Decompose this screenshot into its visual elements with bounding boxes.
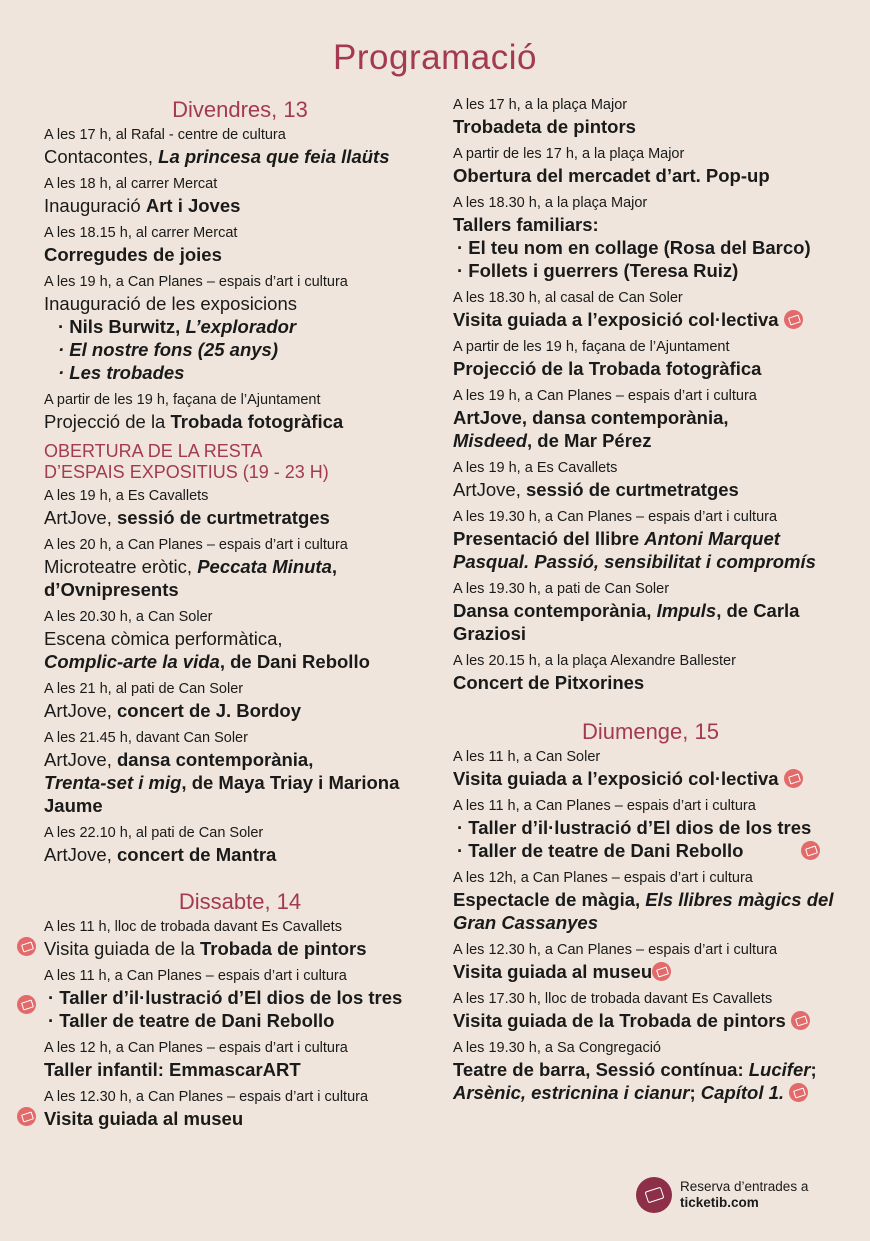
event [453,941,848,983]
event [453,338,848,380]
event-time-place: A les 17.30 h, lloc de trobada davant Es Cavallets [453,991,773,1007]
event [453,869,848,934]
event-time-place: A les 18.15 h, al carrer Mercat [44,225,238,241]
event [453,387,848,452]
event-title: Obertura del mercadet d’art. Pop-up [453,165,770,186]
event-time-place: A les 12 h, a Can Planes – espais d’art i cultura [44,1040,348,1056]
event-title: Taller infantil: EmmascarART [44,1059,301,1080]
event-title: Contacontes, La princesa que feia llaüts [44,146,390,167]
event-subitem: · El teu nom en collage (Rosa del Barco) [457,237,811,258]
event [453,145,848,187]
event-title: ArtJove, sessió de curtmetratges [453,479,739,500]
event-time-place: A les 20.15 h, a la plaça Alexandre Ballester [453,653,736,669]
event [44,680,436,722]
event-subitem: · Nils Burwitz, L’explorador [58,316,297,337]
event-title: ArtJove, sessió de curtmetratges [44,507,330,528]
event-title: ArtJove, concert de J. Bordoy [44,700,302,721]
event-title: Teatre de barra, Sessió contínua: Lucifer; Arsènic, estricnina i cianur; Capítol 1. [453,1059,817,1103]
event-time-place: A les 19.30 h, a Can Planes – espais d’art i cultura [453,509,778,525]
event [453,652,848,694]
event [453,459,848,501]
event [44,1039,436,1081]
event-title: ArtJove, dansa contemporània, Misdeed, de Mar Pérez [453,407,729,451]
event-title: Visita guiada de la Trobada de pintors [453,1009,848,1032]
event-title: Tallers familiars: [453,214,599,235]
event-time-place: A les 19 h, a Es Cavallets [44,488,209,504]
event-title: Corregudes de joies [44,244,222,265]
event-subitem: · Taller de teatre de Dani Rebollo [48,1010,335,1031]
event-time-place: A les 19.30 h, a pati de Can Soler [453,581,670,597]
section-heading: OBERTURA DE LA RESTA D’ESPAIS EXPOSITIUS (19 - 23 H) [44,441,329,482]
event-time-place: A les 12.30 h, a Can Planes – espais d’art i cultura [453,942,778,958]
event-time-place: A partir de les 19 h, façana de l’Ajuntament [453,339,730,355]
ticket-icon[interactable] [652,962,671,981]
day-heading-sunday: Diumenge, 15 [582,719,719,744]
ticket-booking-footer[interactable] [636,1177,808,1213]
event-title: Presentació del llibre Antoni Marquet Pasqual. Passió, sensibilitat i compromís [453,528,816,572]
booking-label: Reserva d’entrades a [680,1179,809,1194]
event-time-place: A les 19 h, a Es Cavallets [453,460,618,476]
event-time-place: A les 11 h, lloc de trobada davant Es Cavallets [44,919,342,935]
event-title: ArtJove, dansa contemporània, Trenta-set i mig, de Maya Triay i Mariona Jaume [44,749,400,816]
event-time-place: A les 11 h, a Can Planes – espais d’art i cultura [44,968,347,984]
event-subitem: · El nostre fons (25 anys) [58,339,278,360]
ticket-icon[interactable] [791,1011,810,1030]
event [44,536,436,601]
event [453,797,848,862]
event-time-place: A les 20.30 h, a Can Soler [44,609,213,625]
event-time-place: A les 18.30 h, al casal de Can Soler [453,290,683,306]
event-title: Trobadeta de pintors [453,116,636,137]
ticket-icon[interactable] [17,937,36,956]
event-title: Inauguració de les exposicions [44,293,297,314]
event [453,289,848,331]
event-time-place: A les 18.30 h, a la plaça Major [453,195,648,211]
event [44,967,436,1032]
event-title: Visita guiada al museu [453,960,848,983]
event [44,1088,436,1130]
event-time-place: A les 22.10 h, al pati de Can Soler [44,825,264,841]
event-subitem: · Taller d’il·lustració d’El dios de los tres [48,987,403,1008]
event-title: ArtJove, concert de Mantra [44,844,277,865]
event [44,224,436,266]
event [453,990,848,1032]
event-subitem: · Follets i guerrers (Teresa Ruiz) [457,260,739,281]
day-heading-friday: Divendres, 13 [172,97,308,122]
ticket-icon[interactable] [17,995,36,1014]
event-time-place: A les 17 h, a la plaça Major [453,97,628,113]
event [44,918,436,960]
event-time-place: A les 19 h, a Can Planes – espais d’art i cultura [44,274,348,290]
left-column [44,94,436,1137]
ticket-icon[interactable] [784,769,803,788]
event [44,729,436,817]
event [453,194,848,282]
page-title: Programació [333,38,537,77]
event-title: Concert de Pitxorines [453,672,645,693]
event-time-place: A les 11 h, a Can Soler [453,749,601,765]
event-time-place: A les 21 h, al pati de Can Soler [44,681,244,697]
event-title: Espectacle de màgia, Els llibres màgics del Gran Cassanyes [453,889,834,933]
event-title: Visita guiada al museu [44,1107,436,1130]
event-time-place: A les 20 h, a Can Planes – espais d’art i cultura [44,537,348,553]
event-title: Projecció de la Trobada fotogràfica [453,358,762,379]
event-time-place: A les 21.45 h, davant Can Soler [44,730,248,746]
event-title: Projecció de la Trobada fotogràfica [44,411,344,432]
event-time-place: A les 18 h, al carrer Mercat [44,176,218,192]
event [453,748,848,790]
event [44,608,436,673]
event [44,175,436,217]
right-column [453,96,848,1111]
ticket-icon[interactable] [789,1083,808,1102]
event [44,824,436,866]
event-time-place: A les 12.30 h, a Can Planes – espais d’art i cultura [44,1089,369,1105]
ticket-icon[interactable] [17,1107,36,1126]
event-title: Visita guiada a l’exposició col·lectiva [453,308,848,331]
event [453,508,848,573]
event-time-place: A les 12h, a Can Planes – espais d’art i cultura [453,870,753,886]
event [44,126,436,168]
ticket-icon[interactable] [801,841,820,860]
ticket-icon[interactable] [784,310,803,329]
event-title: Escena còmica performàtica, Complic-arte la vida, de Dani Rebollo [44,628,370,672]
event-time-place: A partir de les 19 h, façana de l’Ajuntament [44,392,321,408]
event-time-place: A partir de les 17 h, a la plaça Major [453,146,685,162]
event-title: Dansa contemporània, Impuls, de Carla Graziosi [453,600,800,644]
event-title: Microteatre eròtic, Peccata Minuta, d’Ovnipresents [44,556,338,600]
event [44,391,436,433]
event [44,487,436,529]
booking-link[interactable]: ticketib.com [680,1195,759,1210]
event [453,580,848,645]
event-title: Inauguració Art i Joves [44,195,241,216]
event [453,1039,848,1104]
event-time-place: A les 11 h, a Can Planes – espais d’art i cultura [453,798,756,814]
event-title: Visita guiada a l’exposició col·lectiva [453,767,848,790]
event-subitem: · Les trobades [58,362,185,383]
event-title: Visita guiada de la Trobada de pintors [44,937,436,960]
event-time-place: A les 17 h, al Rafal - centre de cultura [44,127,286,143]
ticketib-logo-icon[interactable] [636,1177,672,1213]
event-time-place: A les 19.30 h, a Sa Congregació [453,1040,661,1056]
event [44,273,436,384]
day-heading-saturday: Dissabte, 14 [178,889,302,914]
booking-text [680,1179,808,1211]
event-time-place: A les 19 h, a Can Planes – espais d’art i cultura [453,388,757,404]
event-subitem: · Taller de teatre de Dani Rebollo [453,839,848,862]
event [453,96,848,138]
event-subitem: · Taller d’il·lustració d’El dios de los tres [457,817,812,838]
